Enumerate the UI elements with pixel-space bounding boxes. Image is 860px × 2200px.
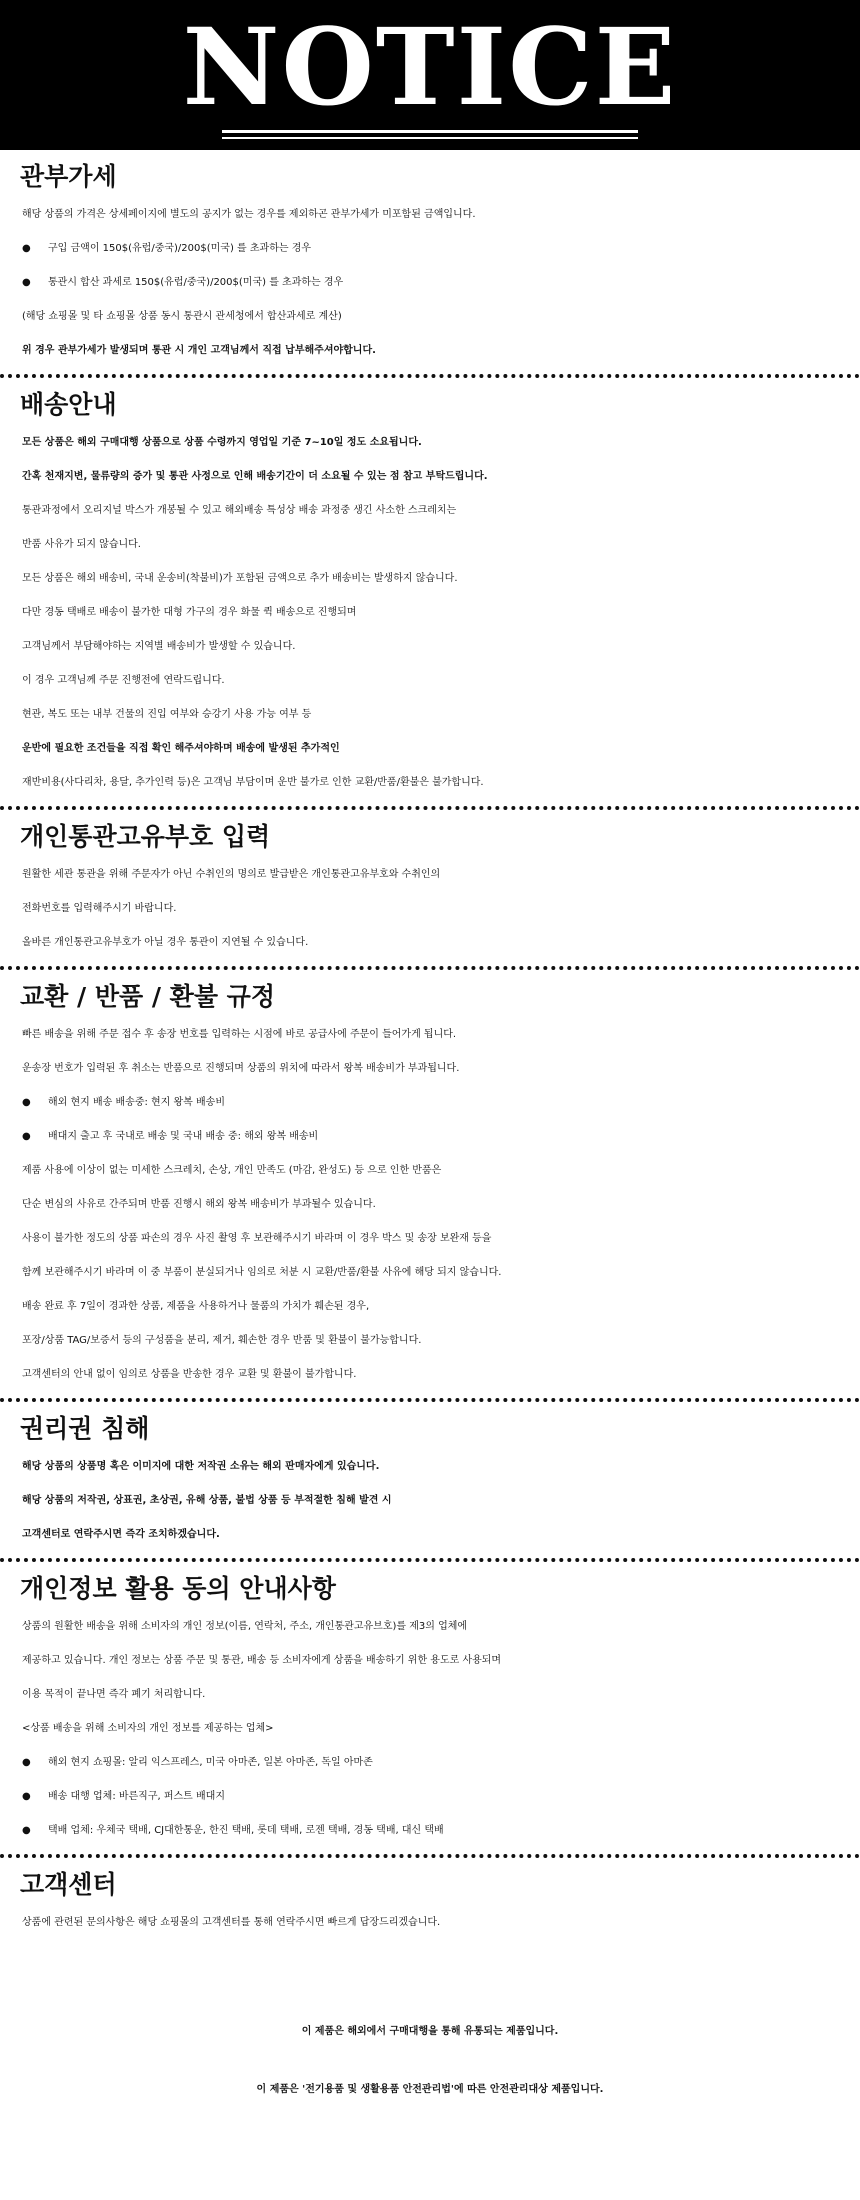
line-text: 통관과정에서 오리지널 박스가 개봉될 수 있고 해외배송 특성상 배송 과정중 생긴 사소한 스크레치는 <box>22 505 457 516</box>
bullet-dot-icon: ● <box>22 1131 31 1142</box>
body-line <box>0 1324 860 1358</box>
line-text: 운송장 번호가 입력된 후 취소는 반품으로 진행되며 상품의 위치에 따라서 왕복 배송비가 부과됩니다. <box>22 1063 460 1074</box>
line-text: 택배 업체: 우체국 택배, CJ대한통운, 한진 택배, 롯데 택배, 로젠 택배, 경동 택배, 대신 택배 <box>48 1825 444 1836</box>
bullet-dot-icon: ● <box>22 277 31 288</box>
section-body <box>0 1014 860 1398</box>
section-body <box>0 854 860 966</box>
line-text: 통관시 합산 과세로 150$(유럽/중국)/200$(미국) 를 초과하는 경우 <box>48 277 344 288</box>
notice-section <box>0 970 860 1402</box>
bullet-item <box>0 1086 860 1120</box>
line-text: 다만 경동 택배로 배송이 불가한 대형 가구의 경우 화물 퀵 배송으로 진행되며 <box>22 607 357 618</box>
line-text: 간혹 천재지변, 물류량의 증가 및 통관 사정으로 인해 배송기간이 더 소요될 수 있는 점 참고 부탁드립니다. <box>22 471 488 482</box>
body-line <box>0 1154 860 1188</box>
body-line <box>0 630 860 664</box>
line-text: 원활한 세관 통관을 위해 주문자가 아닌 수취인의 명의로 발급받은 개인통관고유부호와 수취인의 <box>22 869 441 880</box>
bullet-dot-icon: ● <box>22 1097 31 1108</box>
body-line <box>0 460 860 494</box>
body-line <box>0 1450 860 1484</box>
section-title: 고객센터 <box>20 1870 117 1899</box>
line-text: 상품의 원활한 배송을 위해 소비자의 개인 정보(이름, 연락처, 주소, 개인통관고유브호)를 제3의 업체에 <box>22 1621 468 1632</box>
line-text: 해당 상품의 가격은 상세페이지에 별도의 공지가 없는 경우를 제외하곤 관부가세가 미포함된 금액입니다. <box>22 209 476 220</box>
banner-title: NOTICE <box>182 4 678 129</box>
bullet-item <box>0 1780 860 1814</box>
line-text: 운반에 필요한 조건들을 직접 확인 해주셔야하며 배송에 발생된 추가적인 <box>22 743 340 754</box>
body-line <box>0 1188 860 1222</box>
body-line <box>0 300 860 334</box>
body-line <box>0 1358 860 1392</box>
line-text: 배송 완료 후 7일이 경과한 상품, 제품을 사용하거나 물품의 가치가 훼손된 경우, <box>22 1301 370 1312</box>
banner-underline-thin <box>222 137 638 139</box>
body-line <box>0 1052 860 1086</box>
line-text: 재반비용(사다리차, 용달, 추가인력 등)은 고객님 부담이며 운반 불가로 인한 교환/반품/환불은 불가합니다. <box>22 777 484 788</box>
line-text: 해당 상품의 저작권, 상표권, 초상권, 유해 상품, 불법 상품 등 부적절한 침해 발견 시 <box>22 1495 392 1506</box>
body-line <box>0 596 860 630</box>
section-title: 교환 / 반품 / 환불 규정 <box>20 982 275 1011</box>
bullet-item <box>0 266 860 300</box>
body-line <box>0 1484 860 1518</box>
body-line <box>0 1256 860 1290</box>
notice-sections <box>0 150 860 1946</box>
body-line <box>0 198 860 232</box>
line-text: 이용 목적이 끝나면 즉각 폐기 처리합니다. <box>22 1689 206 1700</box>
line-text: 이 경우 고객님께 주문 진행전에 연락드립니다. <box>22 675 225 686</box>
body-line <box>0 1712 860 1746</box>
line-text: 반품 사유가 되지 않습니다. <box>22 539 141 550</box>
line-text: 사용이 불가한 정도의 상품 파손의 경우 사진 촬영 후 보관해주시기 바라며 이 경우 박스 및 송장 보완재 등을 <box>22 1233 492 1244</box>
bullet-dot-icon: ● <box>22 1757 31 1768</box>
line-text: 올바른 개인통관고유부호가 아닐 경우 통관이 지연될 수 있습니다. <box>22 937 309 948</box>
section-title: 개인통관고유부호 입력 <box>20 822 271 851</box>
section-body <box>0 1446 860 1558</box>
section-body <box>0 422 860 806</box>
line-text: 함께 보관해주시기 바라며 이 중 부품이 분실되거나 임의로 처분 시 교환/반품/환불 사유에 해당 되지 않습니다. <box>22 1267 502 1278</box>
line-text: 구입 금액이 150$(유럽/중국)/200$(미국) 를 초과하는 경우 <box>48 243 312 254</box>
section-title: 배송안내 <box>20 390 117 419</box>
closing-line-1: 이 제품은 해외에서 구매대행을 통해 유통되는 제품입니다. <box>301 2026 559 2037</box>
body-line <box>0 664 860 698</box>
body-line <box>0 1222 860 1256</box>
notice-section <box>0 1858 860 1946</box>
body-line <box>0 858 860 892</box>
bullet-dot-icon: ● <box>22 243 31 254</box>
bullet-item <box>0 1814 860 1848</box>
section-title: 권리권 침해 <box>20 1414 150 1443</box>
notice-section <box>0 1562 860 1858</box>
section-title: 관부가세 <box>20 162 117 191</box>
line-text: <상품 배송을 위해 소비자의 개인 정보를 제공하는 업체> <box>22 1723 274 1734</box>
body-line <box>0 494 860 528</box>
body-line <box>0 1518 860 1552</box>
line-text: 포장/상품 TAG/보증서 등의 구성품을 분리, 제거, 훼손한 경우 반품 및 환불이 불가능합니다. <box>22 1335 422 1346</box>
closing-notice <box>0 1946 860 2112</box>
body-line <box>0 1906 860 1940</box>
banner-underline <box>222 130 638 133</box>
bullet-dot-icon: ● <box>22 1791 31 1802</box>
body-line <box>0 1610 860 1644</box>
line-text: 제품 사용에 이상이 없는 미세한 스크레치, 손상, 개인 만족도 (마감, 완성도) 등 으로 인한 반품은 <box>22 1165 442 1176</box>
line-text: 해당 상품의 상품명 혹은 이미지에 대한 저작권 소유는 해외 판매자에게 있습니다. <box>22 1461 380 1472</box>
line-text: 현관, 복도 또는 내부 건물의 진입 여부와 승강기 사용 가능 여부 등 <box>22 709 312 720</box>
line-text: 고객센터로 연락주시면 즉각 조치하겠습니다. <box>22 1529 220 1540</box>
body-line <box>0 334 860 368</box>
bullet-dot-icon: ● <box>22 1825 31 1836</box>
bullet-item <box>0 232 860 266</box>
line-text: 해외 현지 쇼핑몰: 알리 익스프레스, 미국 아마존, 일본 아마존, 독일 아마존 <box>48 1757 373 1768</box>
body-line <box>0 1678 860 1712</box>
notice-section <box>0 378 860 810</box>
body-line <box>0 1018 860 1052</box>
notice-section <box>0 150 860 378</box>
body-line <box>0 426 860 460</box>
line-text: 모든 상품은 해외 구매대행 상품으로 상품 수령까지 영업일 기준 7~10일 정도 소요됩니다. <box>22 437 422 448</box>
body-line <box>0 926 860 960</box>
line-text: 상품에 관련된 문의사항은 해당 쇼핑몰의 고객센터를 통해 연락주시면 빠르게 답장드리겠습니다. <box>22 1917 441 1928</box>
line-text: 해외 현지 배송 배송중: 현지 왕복 배송비 <box>48 1097 226 1108</box>
notice-section <box>0 810 860 970</box>
bullet-item <box>0 1746 860 1780</box>
body-line <box>0 892 860 926</box>
line-text: 배송 대행 업체: 바른직구, 퍼스트 배대지 <box>48 1791 226 1802</box>
line-text: 위 경우 관부가세가 발생되며 통관 시 개인 고객님께서 직접 납부해주셔야합니다. <box>22 345 376 356</box>
line-text: 고객님께서 부담해야하는 지역별 배송비가 발생할 수 있습니다. <box>22 641 296 652</box>
line-text: 배대지 출고 후 국내로 배송 및 국내 배송 중: 해외 왕복 배송비 <box>48 1131 319 1142</box>
body-line <box>0 1644 860 1678</box>
body-line <box>0 698 860 732</box>
section-body <box>0 194 860 374</box>
line-text: 제공하고 있습니다. 개인 정보는 상품 주문 및 통관, 배송 등 소비자에게 상품을 배송하기 위한 용도로 사용되며 <box>22 1655 502 1666</box>
line-text: 고객센터의 안내 없이 임의로 상품을 반송한 경우 교환 및 환불이 불가합니다. <box>22 1369 357 1380</box>
bullet-item <box>0 1120 860 1154</box>
closing-line-2: 이 제품은 '전기용품 및 생활용품 안전관리법'에 따른 안전관리대상 제품입니다. <box>256 2084 604 2095</box>
body-line <box>0 766 860 800</box>
body-line <box>0 1290 860 1324</box>
notice-banner <box>0 0 860 150</box>
line-text: 빠른 배송을 위해 주문 접수 후 송장 번호를 입력하는 시점에 바로 공급사에 주문이 들어가게 됩니다. <box>22 1029 457 1040</box>
body-line <box>0 732 860 766</box>
line-text: 전화번호를 입력해주시기 바랍니다. <box>22 903 177 914</box>
section-title: 개인정보 활용 동의 안내사항 <box>20 1574 336 1603</box>
notice-section <box>0 1402 860 1562</box>
line-text: 단순 변심의 사유로 간주되며 반품 진행시 해외 왕복 배송비가 부과될수 있습니다. <box>22 1199 376 1210</box>
line-text: 모든 상품은 해외 배송비, 국내 운송비(착불비)가 포함된 금액으로 추가 배송비는 발생하지 않습니다. <box>22 573 458 584</box>
body-line <box>0 562 860 596</box>
section-body <box>0 1606 860 1854</box>
section-body <box>0 1902 860 1946</box>
line-text: (해당 쇼핑몰 및 타 쇼핑몰 상품 동시 통관시 관세청에서 합산과세로 계산) <box>22 311 342 322</box>
body-line <box>0 528 860 562</box>
